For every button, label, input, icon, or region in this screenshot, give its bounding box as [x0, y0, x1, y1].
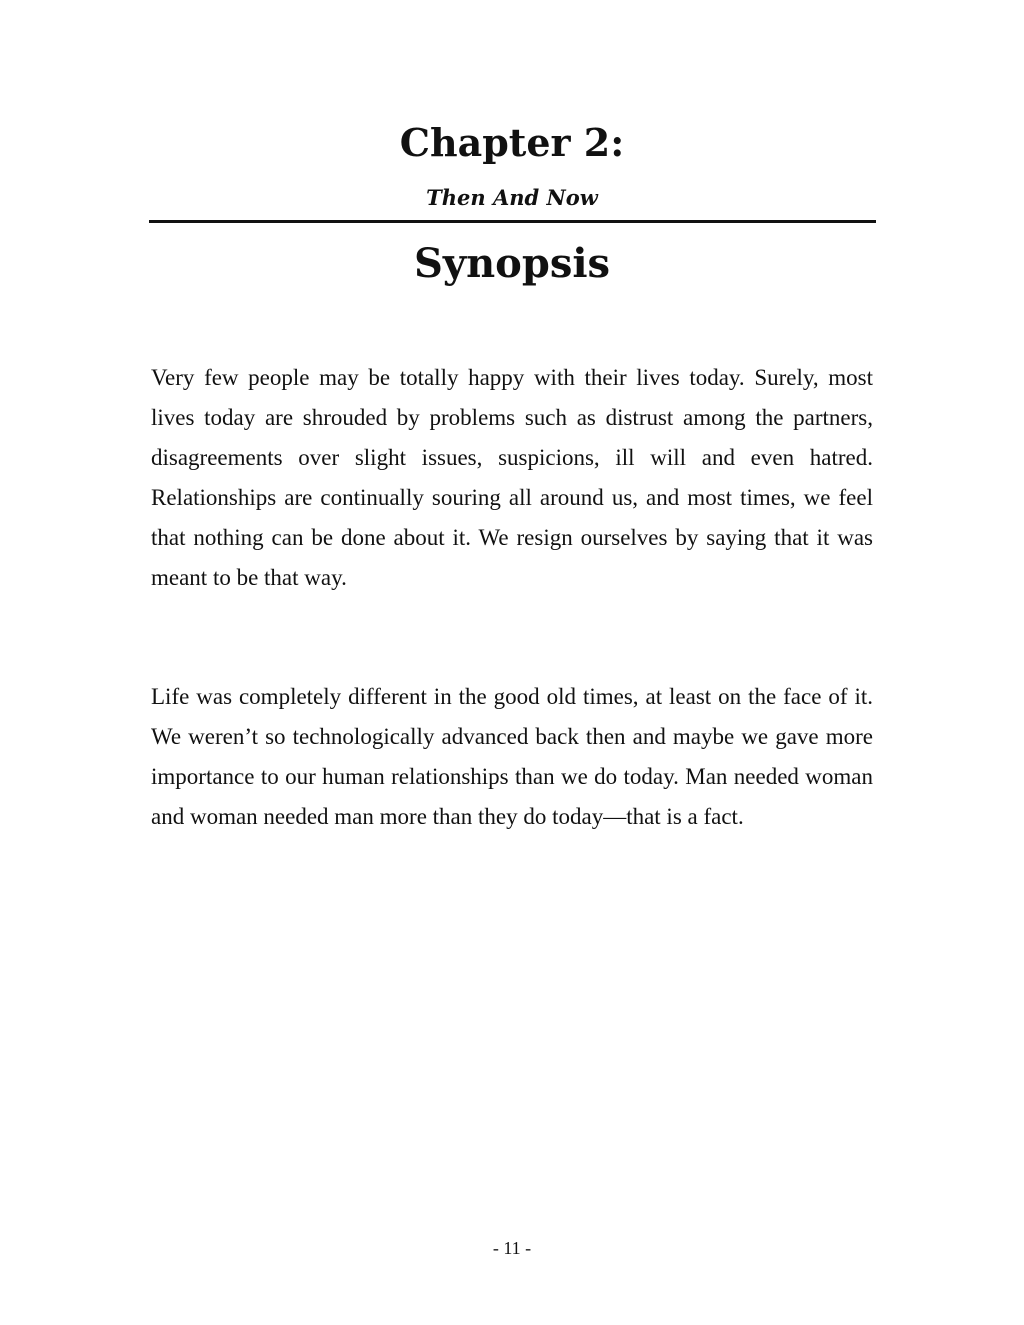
chapter-subtitle: Then And Now [426, 185, 598, 210]
section-title: Synopsis [413, 240, 611, 287]
chapter-title: Chapter 2: [399, 120, 625, 165]
body-paragraph-1: Very few people may be totally happy with their lives today. Surely, most lives today are shrouded by problems such as distrust among the partners, disagreements over slight issues, suspicions, ill will and even hatred. Relationships are continually souring all around us, and most times, we feel that nothing can be done about it. We resign ourselves by saying that it was meant to be that way. [151, 365, 873, 590]
page-number: - 11 - [492, 1238, 532, 1258]
body-paragraph-2: Life was completely different in the good old times, at least on the face of it. We weren’t so technologically advanced back then and maybe we gave more importance to our human relationships than we do today. Man needed woman and woman needed man more than they do today—that is a fact. [151, 684, 873, 829]
title-divider [149, 220, 876, 223]
